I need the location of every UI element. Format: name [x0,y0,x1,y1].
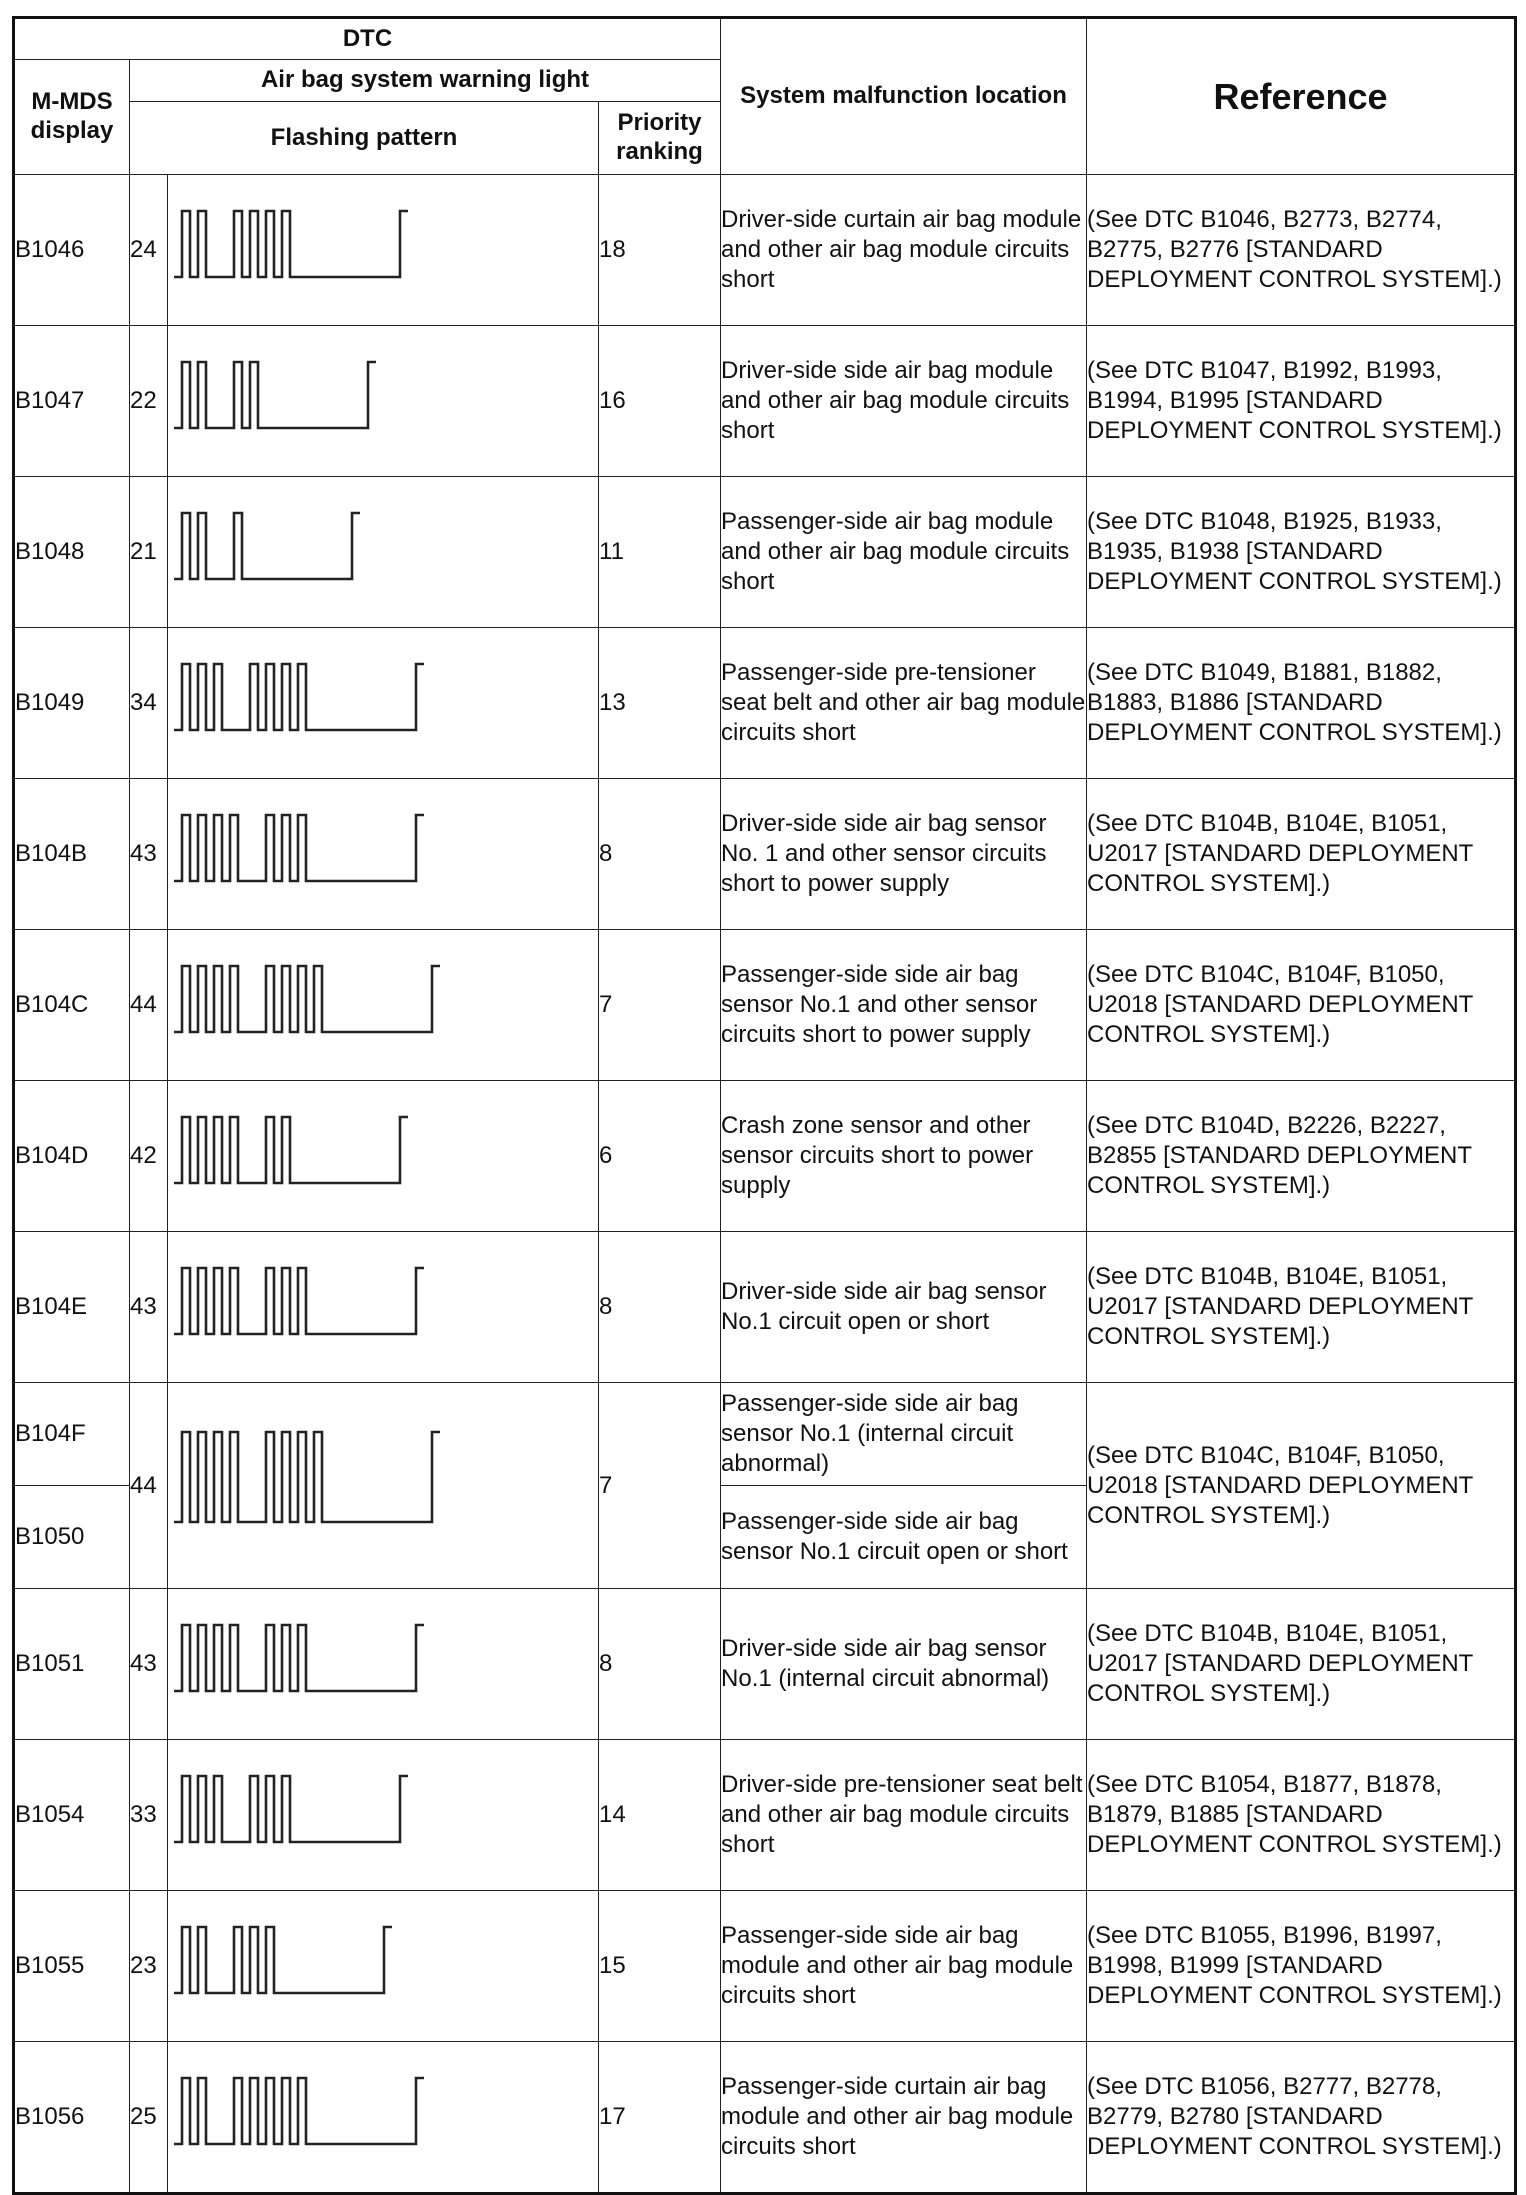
dtc-code: B1056 [14,2042,130,2194]
reference-text: (See DTC B1054, B1877, B1878, B1879, B1885 [STANDARD DEPLOYMENT CONTROL SYSTEM].) [1087,1740,1516,1891]
malfunction-location: Driver-side side air bag sensor No.1 circuit open or short [721,1232,1087,1383]
header-priority-ranking: Priority ranking [599,102,721,175]
table-row [14,1589,1516,1740]
priority-ranking: 14 [599,1740,721,1891]
flashing-pattern-cell [168,1081,599,1232]
flashing-pattern-cell [168,1740,599,1891]
flash-count: 43 [130,779,168,930]
reference-text: (See DTC B104B, B104E, B1051, U2017 [STANDARD DEPLOYMENT CONTROL SYSTEM].) [1087,1232,1516,1383]
malfunction-location: Driver-side side air bag sensor No. 1 and other sensor circuits short to power supply [721,779,1087,930]
table-row [14,1081,1516,1232]
flashing-pattern-diagram [168,2042,606,2192]
priority-ranking: 6 [599,1081,721,1232]
reference-text: (See DTC B1055, B1996, B1997, B1998, B1999 [STANDARD DEPLOYMENT CONTROL SYSTEM].) [1087,1891,1516,2042]
malfunction-location: Driver-side side air bag module and other air bag module circuits short [721,326,1087,477]
table-row [14,1891,1516,2042]
dtc-table [12,16,1517,2195]
flash-waveform [174,815,424,881]
table-row [14,326,1516,477]
flashing-pattern-diagram [168,628,606,778]
flashing-pattern-cell [168,477,599,628]
dtc-code: B1050 [14,1486,130,1589]
priority-ranking: 18 [599,175,721,326]
reference-text: (See DTC B104B, B104E, B1051, U2017 [STANDARD DEPLOYMENT CONTROL SYSTEM].) [1087,1589,1516,1740]
flashing-pattern-diagram [168,175,606,325]
table-row [14,1740,1516,1891]
flash-count: 21 [130,477,168,628]
table-row [14,1383,1516,1486]
malfunction-location: Passenger-side side air bag sensor No.1 and other sensor circuits short to power supply [721,930,1087,1081]
dtc-code: B1049 [14,628,130,779]
flashing-pattern-cell [168,1891,599,2042]
flashing-pattern-diagram [168,1232,606,1382]
malfunction-location: Passenger-side side air bag sensor No.1 circuit open or short [721,1486,1087,1589]
priority-ranking: 17 [599,2042,721,2194]
reference-text: (See DTC B1049, B1881, B1882, B1883, B1886 [STANDARD DEPLOYMENT CONTROL SYSTEM].) [1087,628,1516,779]
priority-ranking: 16 [599,326,721,477]
priority-ranking: 11 [599,477,721,628]
malfunction-location: Passenger-side side air bag sensor No.1 (internal circuit abnormal) [721,1383,1087,1486]
flashing-pattern-diagram [168,1383,606,1588]
flashing-pattern-diagram [168,1589,606,1739]
header-flashing-pattern: Flashing pattern [130,102,599,175]
malfunction-location: Crash zone sensor and other sensor circuits short to power supply [721,1081,1087,1232]
reference-text: (See DTC B1046, B2773, B2774, B2775, B2776 [STANDARD DEPLOYMENT CONTROL SYSTEM].) [1087,175,1516,326]
priority-ranking: 7 [599,930,721,1081]
reference-text: (See DTC B1047, B1992, B1993, B1994, B1995 [STANDARD DEPLOYMENT CONTROL SYSTEM].) [1087,326,1516,477]
flash-waveform [174,1776,408,1842]
reference-text: (See DTC B1056, B2777, B2778, B2779, B2780 [STANDARD DEPLOYMENT CONTROL SYSTEM].) [1087,2042,1516,2194]
flashing-pattern-diagram [168,1081,606,1231]
dtc-code: B1051 [14,1589,130,1740]
dtc-code: B104B [14,779,130,930]
flash-waveform [174,211,408,277]
flashing-pattern-cell [168,1383,599,1589]
flashing-pattern-cell [168,175,599,326]
malfunction-location: Passenger-side air bag module and other air bag module circuits short [721,477,1087,628]
priority-ranking: 8 [599,1232,721,1383]
flashing-pattern-cell [168,326,599,477]
flash-waveform [174,966,440,1032]
flash-waveform [174,1117,408,1183]
dtc-code: B1048 [14,477,130,628]
table-row [14,628,1516,779]
header-mmds-display: M-MDS display [14,60,130,175]
flash-count: 23 [130,1891,168,2042]
header-warning-light: Air bag system warning light [130,60,721,102]
dtc-code: B104D [14,1081,130,1232]
malfunction-location: Driver-side side air bag sensor No.1 (internal circuit abnormal) [721,1589,1087,1740]
flash-count: 25 [130,2042,168,2194]
header-location: System malfunction location [721,18,1087,175]
flash-count: 33 [130,1740,168,1891]
reference-text: (See DTC B104B, B104E, B1051, U2017 [STANDARD DEPLOYMENT CONTROL SYSTEM].) [1087,779,1516,930]
flash-count: 22 [130,326,168,477]
flash-waveform [174,1432,440,1522]
flash-count: 44 [130,930,168,1081]
flashing-pattern-diagram [168,779,606,929]
priority-ranking: 13 [599,628,721,779]
dtc-code: B1054 [14,1740,130,1891]
flashing-pattern-diagram [168,326,606,476]
flash-count: 42 [130,1081,168,1232]
table-row [14,175,1516,326]
dtc-code: B104C [14,930,130,1081]
flash-waveform [174,513,360,579]
dtc-code: B104F [14,1383,130,1486]
flashing-pattern-cell [168,1232,599,1383]
flash-waveform [174,362,376,428]
flash-count: 43 [130,1589,168,1740]
malfunction-location: Passenger-side curtain air bag module and other air bag module circuits short [721,2042,1087,2194]
flash-count: 24 [130,175,168,326]
reference-text: (See DTC B104D, B2226, B2227, B2855 [STANDARD DEPLOYMENT CONTROL SYSTEM].) [1087,1081,1516,1232]
flashing-pattern-diagram [168,1891,606,2041]
flashing-pattern-diagram [168,477,606,627]
table-row [14,930,1516,1081]
flashing-pattern-cell [168,2042,599,2194]
malfunction-location: Driver-side pre-tensioner seat belt and other air bag module circuits short [721,1740,1087,1891]
dtc-code: B1055 [14,1891,130,2042]
malfunction-location: Passenger-side side air bag module and other air bag module circuits short [721,1891,1087,2042]
flash-count: 34 [130,628,168,779]
priority-ranking: 8 [599,1589,721,1740]
flashing-pattern-diagram [168,930,606,1080]
flash-waveform [174,1268,424,1334]
dtc-code: B104E [14,1232,130,1383]
flashing-pattern-diagram [168,1740,606,1890]
malfunction-location: Driver-side curtain air bag module and other air bag module circuits short [721,175,1087,326]
flash-waveform [174,1927,392,1993]
header-reference: Reference [1087,18,1516,175]
reference-text: (See DTC B1048, B1925, B1933, B1935, B1938 [STANDARD DEPLOYMENT CONTROL SYSTEM].) [1087,477,1516,628]
flashing-pattern-cell [168,930,599,1081]
malfunction-location: Passenger-side pre-tensioner seat belt and other air bag module circuits short [721,628,1087,779]
flash-waveform [174,664,424,730]
table-row [14,1232,1516,1383]
flashing-pattern-cell [168,1589,599,1740]
table-row [14,477,1516,628]
flash-waveform [174,1625,424,1691]
reference-text: (See DTC B104C, B104F, B1050, U2018 [STANDARD DEPLOYMENT CONTROL SYSTEM].) [1087,1383,1516,1589]
dtc-code: B1046 [14,175,130,326]
priority-ranking: 15 [599,1891,721,2042]
priority-ranking: 8 [599,779,721,930]
flashing-pattern-cell [168,779,599,930]
flash-count: 43 [130,1232,168,1383]
flash-waveform [174,2078,424,2144]
flash-count: 44 [130,1383,168,1589]
reference-text: (See DTC B104C, B104F, B1050, U2018 [STANDARD DEPLOYMENT CONTROL SYSTEM].) [1087,930,1516,1081]
dtc-code: B1047 [14,326,130,477]
table-row [14,2042,1516,2194]
table-row [14,779,1516,930]
priority-ranking: 7 [599,1383,721,1589]
header-dtc: DTC [14,18,721,60]
flashing-pattern-cell [168,628,599,779]
